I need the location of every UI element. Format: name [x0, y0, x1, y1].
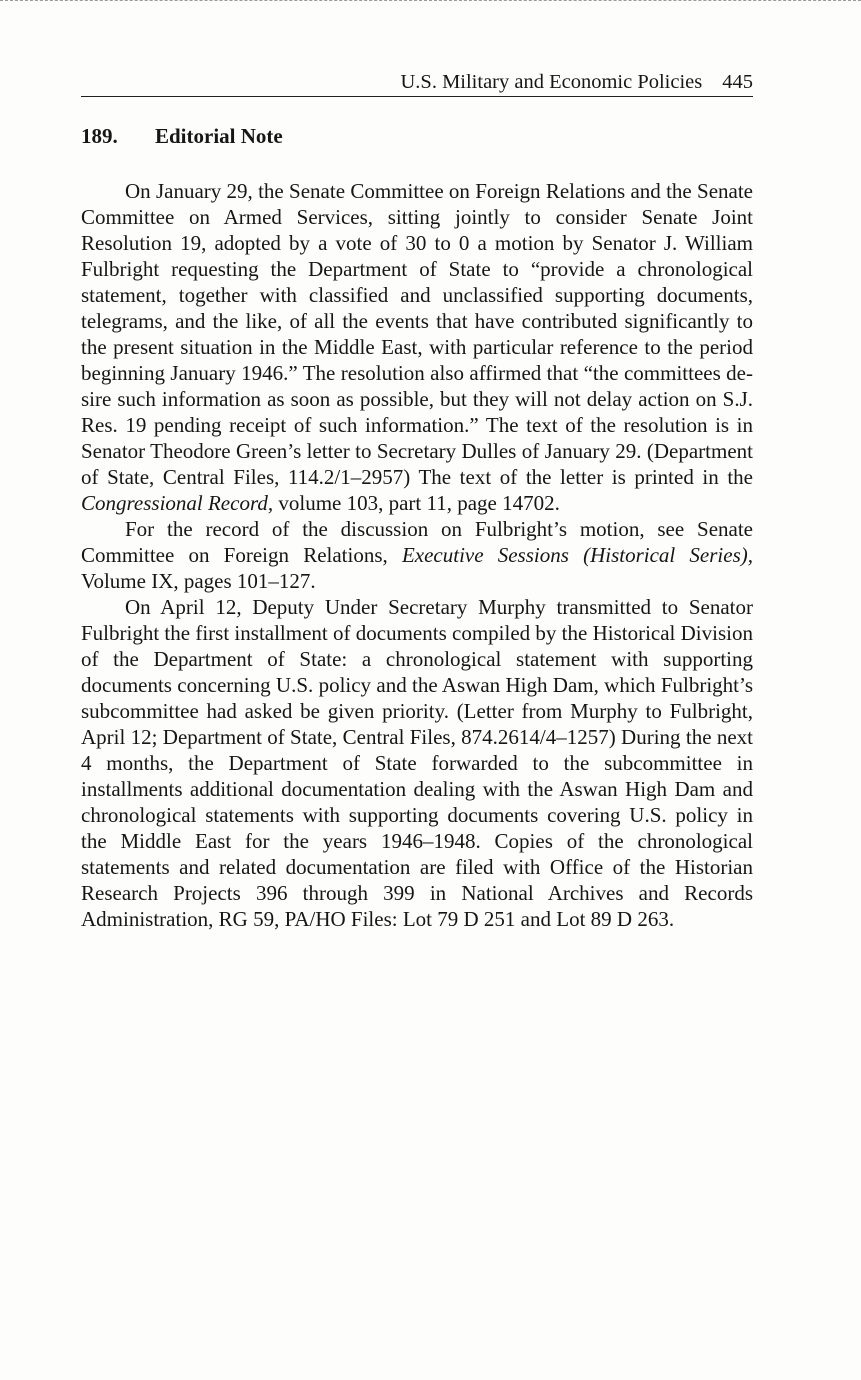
running-head — [81, 68, 753, 97]
paragraph-1-text-a: On January 29, the Senate Committee on Foreign Relations and the Senate Committee on Armed Services, sitting jointly to consider Senate Joint Resolution 19, adopted by a vote of 30 to 0 a motion by Senator J. William Fulbright requesting the Department of State to “provide a chronological statement, together with classified and unclassified supporting documents, telegrams, and the like, of all the events that have contributed significantly to the present situation in the Middle East, with particular reference to the period beginning January 1946.” The resolution also affirmed that “the committees desire such information as soon as possible, but they will not delay action on S.J. Res. 19 pending receipt of such information.” The text of the resolution is in Senator Theodore Green’s letter to Secretary Dulles of January 29. (Department of State, Central Files, 114.2/1–2957) The text of the letter is printed in the — [81, 179, 753, 489]
paragraph-2-citation: Executive Sessions (Historical Series), — [401, 543, 753, 567]
paragraph-1-text-b: volume 103, part 11, page 14702. — [273, 491, 560, 515]
page-top-edge — [0, 0, 861, 3]
document-title: Editorial Note — [155, 124, 283, 148]
paragraph-2-text-a: For the record of the discussion on Fulbright’s motion, see Senate Committee on Foreign Relations, — [81, 517, 753, 567]
paragraph-1-citation: Congressional Record, — [81, 491, 274, 515]
paragraph-3 — [81, 594, 753, 932]
paragraph-2-text-b: Volume IX, pages 101–127. — [81, 569, 316, 593]
document-heading — [81, 121, 283, 151]
body-text — [81, 178, 753, 932]
running-head-title: U.S. Military and Economic Policies — [400, 71, 703, 93]
paragraph-1 — [81, 178, 753, 516]
document-number: 189. — [81, 124, 118, 148]
paragraph-2 — [81, 516, 753, 594]
paragraph-3-text: On April 12, Deputy Under Secretary Murphy transmitted to Senator Fulbright the first installment of documents compiled by the Historical Division of the Department of State: a chronological statement with supporting documents concerning U.S. policy and the Aswan High Dam, which Fulbright’s subcommittee had asked be given priority. (Letter from Murphy to Fulbright, April 12; Department of State, Central Files, 874.2614/4–1257) During the next 4 months, the Department of State forwarded to the subcommittee in installments additional documentation dealing with the Aswan High Dam and chronological statements with supporting documents covering U.S. policy in the Middle East for the years 1946–1948. Copies of the chronological statements and related documentation are filed with Office of the Historian Research Projects 396 through 399 in National Archives and Records Administration, RG 59, PA/HO Files: Lot 79 D 251 and Lot 89 D 263. — [81, 595, 753, 931]
page-number: 445 — [722, 71, 753, 93]
